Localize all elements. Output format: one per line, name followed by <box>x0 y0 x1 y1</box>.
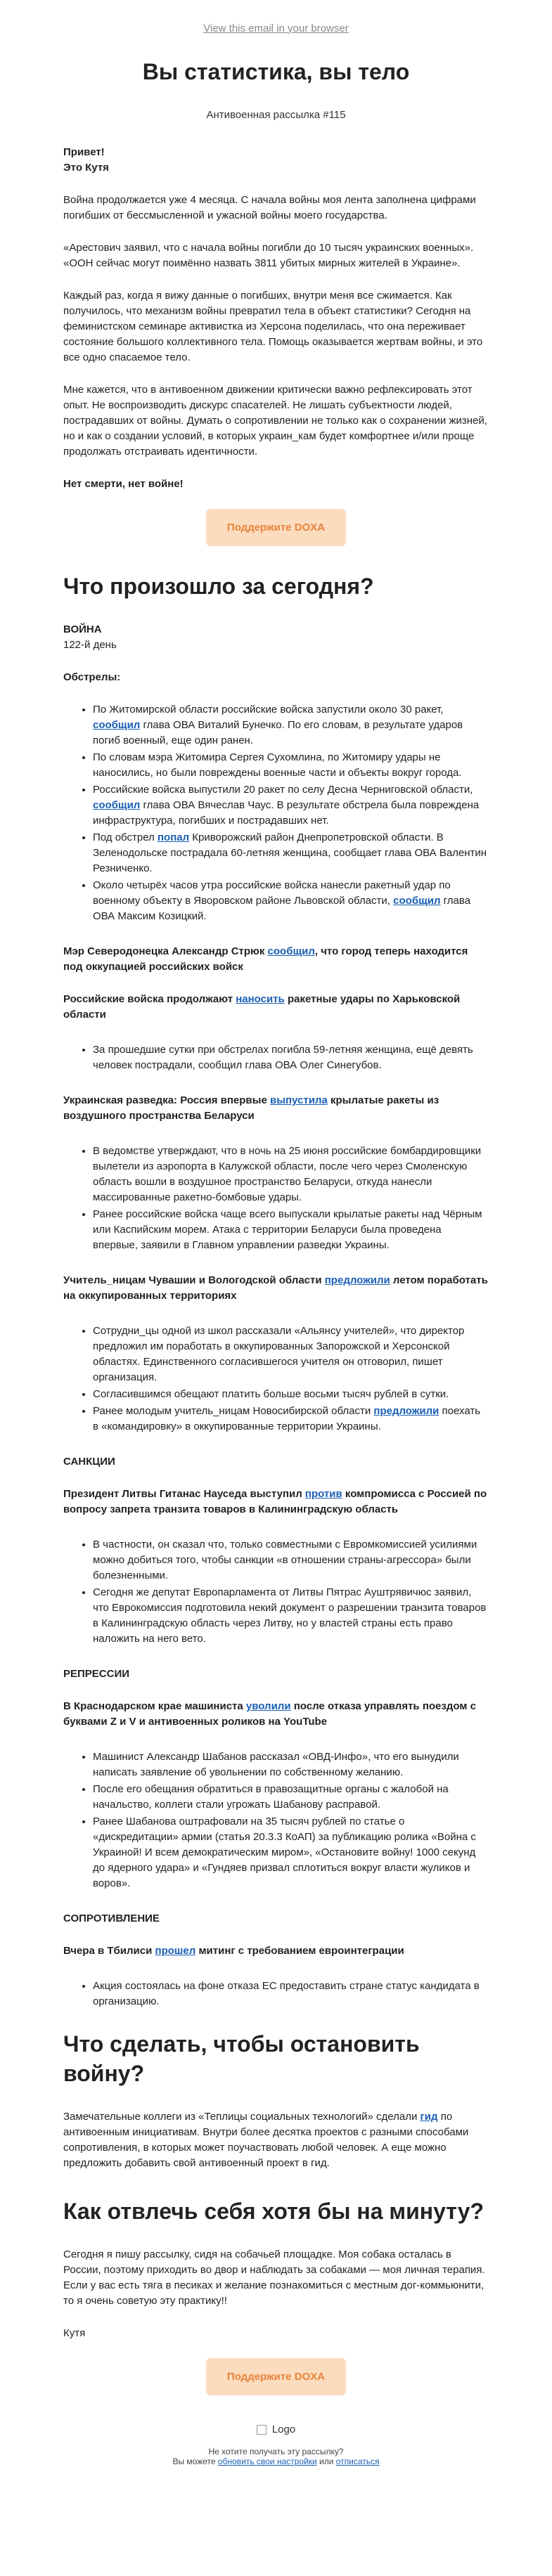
intro-closing: Нет смерти, нет войне! <box>63 478 184 490</box>
action-heading: Что сделать, чтобы остановить войну? <box>63 2031 420 2086</box>
intro-paragraph-2: «Арестович заявил, что с начала войны погибли до 10 тысяч украинских военных». «ООН сейчас могут поимённо назвать 3811 убитых мирных жителей в Украине». <box>63 242 474 269</box>
support-doxa-button-bottom[interactable]: Поддержите DOXA <box>206 2358 346 2395</box>
list-item: • В ведомстве утверждают, что в ночь на 25 июня российские бомбардировщики вылетели из аэропорта в Калужской области, после чего через Смоленскую область вошли в воздушное пространство Беларуси, откуда нанесли массированные ракетно-бомбовые удары. <box>93 1144 489 1205</box>
list-item: • Ранее российские войска чаще всего выпускали крылатые ракеты над Чёрным или Каспийским морем. Атака с территории Беларуси была проведена впервые, заявили в Главном управлении разведки Украины. <box>93 1207 489 1253</box>
list-item: • За прошедшие сутки при обстрелах погибла 59-летняя женщина, ещё девять человек пострадали, сообщил глава ОВА Олег Синегубов. <box>93 1042 489 1073</box>
war-block <box>63 622 489 653</box>
resistance-label: СОПРОТИВЛЕНИЕ <box>63 1912 160 1924</box>
list-item: • Ранее молодым учитель_ницам Новосибирской области предложили поехать в «командировку» в оккупированные территории Украины. <box>93 1404 489 1435</box>
lithuania-headline: Президент Литвы Гитанас Науседа выступил против компромисса с Россией по вопросу запрета транзита товаров в Калининградскую область <box>63 1488 487 1515</box>
distract-heading: Как отвлечь себя хотя бы на минуту? <box>63 2199 484 2224</box>
signature: Кутя <box>63 2327 86 2339</box>
teachers-headline: Учитель_ницам Чувашии и Вологодской области предложили летом поработать на оккупированных территориях <box>63 1274 488 1302</box>
list-item: • В частности, он сказал что, только совместными с Евромкомиссией усилиями можно добиться того, чтобы санкции «в отношении страны-агрессора» были болезненными. <box>93 1537 489 1584</box>
list-item: • Ранее Шабанова оштрафовали на 35 тысяч рублей по статье о «дискредитации» армии (статья 20.3.3 КоАП) за публикацию ролика «Война с Украиной! И всем демократическим миром», «Остановите войну! 1000 секунд до ядерного удара» и «Гундяев призвал сплотиться вокруг власти жуликов и воров». <box>93 1814 489 1891</box>
shelling-list <box>63 702 489 924</box>
list-item: • По Житомирской области российские войска запустили около 30 ракет, сообщил глава ОВА Виталий Бунечко. По его словам, в результате ударов погиб военный, еще один ранен. <box>93 702 489 749</box>
belarus-list <box>63 1144 489 1253</box>
krasnodar-list <box>63 1749 489 1891</box>
news-link[interactable]: предложили <box>324 1274 390 1286</box>
email-title: Вы статистика, вы тело <box>142 59 410 84</box>
intro-section <box>63 145 489 492</box>
greeting-line-1: Привет! <box>63 146 105 158</box>
unsubscribe-link[interactable]: отписаться <box>335 2457 380 2466</box>
guide-link[interactable]: гид <box>420 2111 438 2123</box>
list-item: • Согласившимся обещают платить больше восьми тысяч рублей в сутки. <box>93 1387 489 1402</box>
today-heading: Что произошло за сегодня? <box>63 574 374 599</box>
greeting <box>63 145 489 176</box>
shelling-label: Обстрелы: <box>63 671 121 683</box>
list-item: • Машинист Александр Шабанов рассказал «ОВД-Инфо», что его вынудили написать заявление об увольнении по собственному желанию. <box>93 1749 489 1780</box>
krasnodar-headline: В Краснодарском крае машиниста уволили после отказа управлять поездом с буквами Z и V и антивоенных роликов на YouTube <box>63 1700 476 1728</box>
news-link[interactable]: выпустила <box>269 1094 328 1106</box>
view-in-browser-link[interactable]: View this email in your browser <box>203 22 349 34</box>
logo <box>257 2423 295 2435</box>
broken-image-icon <box>257 2425 267 2435</box>
belarus-headline: Украинская разведка: Россия впервые выпустила крылатые ракеты из воздушного пространства Беларуси <box>63 1094 439 1122</box>
news-link[interactable]: уволили <box>245 1700 291 1712</box>
list-item: • Около четырёх часов утра российские войска нанесли ракетный удар по военному объекту в Яворовском районе Львовской области, сообщил глава ОВА Максим Козицкий. <box>93 878 489 924</box>
news-link[interactable]: сообщил <box>267 945 315 957</box>
support-button-wrap-bottom <box>63 2358 489 2395</box>
repressions-label: РЕПРЕССИИ <box>63 1668 130 1680</box>
issue-label: Антивоенная рассылка #115 <box>206 109 346 121</box>
intro-paragraph-3: Каждый раз, когда я вижу данные о погибших, внутри меня все сжимается. Как получилось, что механизм войны превратил тела в объект статистики? Сегодня на феминистском семинаре активистка из Херсона поделилась, что она переживает состояние большого коллективного тела. Помощь оказывается жертвам войны, и это все одно спасаемое тело. <box>63 290 483 363</box>
list-item: • Акция состоялась на фоне отказа ЕС предоставить стране статус кандидата в организацию. <box>93 1979 489 2009</box>
support-button-wrap <box>63 509 489 546</box>
news-link[interactable]: против <box>304 1488 342 1500</box>
tbilisi-headline: Вчера в Тбилиси прошел митинг с требованием евроинтеграции <box>63 1945 404 1957</box>
news-link[interactable]: прошел <box>155 1945 196 1957</box>
lithuania-list <box>63 1537 489 1647</box>
list-item: • Российские войска выпустили 20 ракет по селу Десна Черниговской области, сообщил глава ОВА Вячеслав Чаус. В результате обстрела была повреждена инфраструктура, погибших и пострадавших нет. <box>93 782 489 829</box>
intro-paragraph-1: Война продолжается уже 4 месяца. С начала войны моя лента заполнена цифрами погибших от бессмысленной и ужасной войны моего государства. <box>63 194 476 221</box>
footer <box>63 2415 489 2494</box>
browser-link-bar <box>63 0 489 41</box>
kharkiv-headline: Российские войска продолжают наносить ракетные удары по Харьковской области <box>63 993 461 1021</box>
news-link[interactable]: сообщил <box>93 719 141 731</box>
support-doxa-button[interactable]: Поддержите DOXA <box>206 509 346 546</box>
day-label: 122-й день <box>63 639 117 651</box>
footer-line-1: Не хотите получать эту рассылку? <box>208 2447 344 2457</box>
list-item: • Сегодня же депутат Европарламента от Литвы Пятрас Ауштрявичюс заявил, что Еврокомиссия подготовила некий документ о разрешении транзита товаров в Калининградскую область через Литву, но у властей страны есть право наложить на него вето. <box>93 1585 489 1647</box>
footer-line-2: Вы можете обновить свои настройки или отписаться <box>172 2457 380 2466</box>
severodonetsk-headline: Мэр Северодонецка Александр Стрюк сообщил, что город теперь находится под оккупацией российских войск <box>63 945 468 973</box>
intro-paragraph-4: Мне кажется, что в антивоенном движении критически важно рефлексировать этот опыт. Не воспроизводить дискурс спасателей. Не лишать субъектности людей, пострадавших от войны. Думать о сопротивлении не только как о сохранении жизней, но и как о создании условий, в которых украин_кам будет комфортнее и/или проще продолжать отстраивать идентичности. <box>63 384 487 458</box>
news-link[interactable]: попал <box>157 831 190 843</box>
tbilisi-list <box>63 1979 489 2009</box>
list-item: • После его обещания обратиться в правозащитные органы с жалобой на начальство, коллеги стали угрожать Шабанову расправой. <box>93 1782 489 1813</box>
action-paragraph: Замечательные коллеги из «Теплицы социальных технологий» сделали гид по антивоенным инициативам. Внутри более десятка проектов с разными способами сопротивления, в которых может поучаствовать любой человек. А еще можно предложить добавить свой антивоенный проект в гид. <box>63 2111 469 2169</box>
greeting-line-2: Это Кутя <box>63 162 109 174</box>
list-item: • Сотрудни_цы одной из школ рассказали «Альянсу учителей», что директор предложил им поработать в оккупированных Запорожской и Херсонской областях. Единственного согласившегося учителя он отговорил, пишет организация. <box>93 1323 489 1385</box>
list-item: • Под обстрел попал Криворожский район Днепропетровской области. В Зеленодольске пострадала 60-летняя женщина, сообщает глава ОВА Валентин Резниченко. <box>93 830 489 876</box>
war-label: ВОЙНА <box>63 623 102 635</box>
update-preferences-link[interactable]: обновить свои настройки <box>217 2457 317 2466</box>
news-link[interactable]: сообщил <box>93 799 141 811</box>
sanctions-label: САНКЦИИ <box>63 1456 115 1468</box>
logo-alt-text: Logo <box>271 2423 296 2435</box>
distract-paragraph: Сегодня я пишу рассылку, сидя на собачьей площадке. Моя собака осталась в России, поэтому приходить во двор и наблюдать за собаками — моя личная терапия. Если у вас есть тяга в песиках и желание познакомиться с местным дог-коммьюнити, то я очень советую эту практику!! <box>63 2248 485 2307</box>
news-link[interactable]: наносить <box>236 993 285 1005</box>
kharkiv-list <box>63 1042 489 1073</box>
news-link[interactable]: сообщил <box>393 895 441 907</box>
teachers-list <box>63 1323 489 1435</box>
list-item: • По словам мэра Житомира Сергея Сухомлина, по Житомиру удары не наносились, но были повреждены военные части и объекты вокруг города. <box>93 750 489 781</box>
news-link[interactable]: предложили <box>373 1405 439 1417</box>
